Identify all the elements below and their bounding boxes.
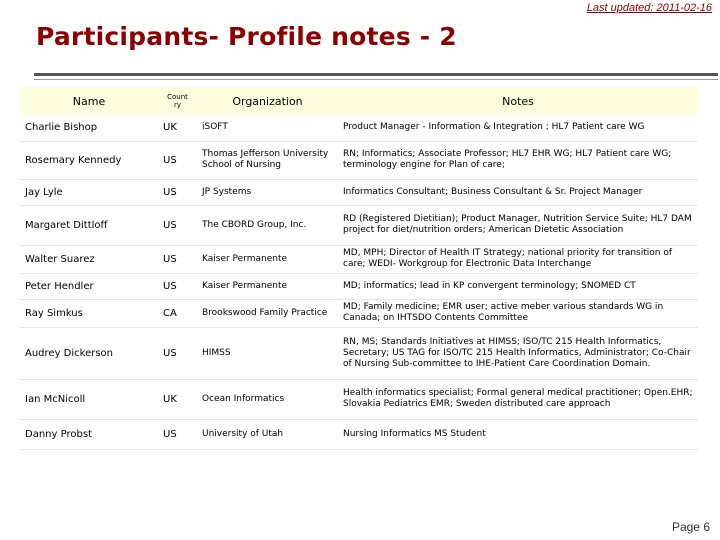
cell-country: US [158,327,197,379]
cell-country: UK [158,379,197,419]
table-row [20,179,698,205]
cell-name: Rosemary Kennedy [20,141,158,179]
cell-name: Charlie Bishop [20,115,158,141]
cell-notes: MD; Family medicine; EMR user; active meber various standards WG in Canada; on IHTSDO Contents Committee [338,299,698,327]
cell-name: Ian McNicoll [20,379,158,419]
cell-country: US [158,245,197,273]
cell-name: Ray Simkus [20,299,158,327]
cell-notes: Health informatics specialist; Formal general medical practitioner; Open.EHR; Slovakia Pediatrics EMR; Sweden distributed care approach [338,379,698,419]
cell-notes: Informatics Consultant; Business Consultant & Sr. Project Manager [338,179,698,205]
cell-country: US [158,141,197,179]
cell-notes: RD (Registered Dietitian); Product Manager, Nutrition Service Suite; HL7 DAM project for diet/nutrition orders; American Dietetic Association [338,205,698,245]
cell-name: Walter Suarez [20,245,158,273]
last-updated-date: Last updated: 2011-02-16 [586,2,712,14]
table-row [20,245,698,273]
table-row [20,141,698,179]
table-header-row [20,87,698,115]
cell-country: US [158,419,197,449]
page-number: Page 6 [671,520,710,534]
table-row [20,327,698,379]
table-row [20,299,698,327]
cell-organization: Brookswood Family Practice [197,299,338,327]
page-title: Participants- Profile notes - 2 [36,22,457,51]
table-row [20,205,698,245]
column-header-notes: Notes [338,87,698,115]
table-row [20,379,698,419]
participants-table [20,87,698,450]
cell-name: Peter Hendler [20,273,158,299]
column-header-country: Count ry [158,87,197,115]
cell-organization: University of Utah [197,419,338,449]
cell-organization: iSOFT [197,115,338,141]
cell-organization: Kaiser Permanente [197,273,338,299]
cell-organization: The CBORD Group, Inc. [197,205,338,245]
cell-notes: Product Manager - Information & Integration ; HL7 Patient care WG [338,115,698,141]
column-header-organization: Organization [197,87,338,115]
cell-country: US [158,205,197,245]
cell-name: Audrey Dickerson [20,327,158,379]
cell-notes: MD, MPH; Director of Health IT Strategy; national priority for transition of care; WEDI- Workgroup for Electronic Data Interchange [338,245,698,273]
cell-notes: RN; Informatics; Associate Professor; HL7 EHR WG; HL7 Patient care WG; terminology engine for Plan of care; [338,141,698,179]
title-divider-thin [34,79,718,80]
cell-organization: Ocean Informatics [197,379,338,419]
cell-country: UK [158,115,197,141]
cell-name: Jay Lyle [20,179,158,205]
cell-organization: Kaiser Permanente [197,245,338,273]
title-divider [34,73,718,76]
cell-notes: MD; informatics; lead in KP convergent terminology; SNOMED CT [338,273,698,299]
table-row [20,419,698,449]
cell-organization: JP Systems [197,179,338,205]
cell-country: US [158,179,197,205]
cell-organization: HIMSS [197,327,338,379]
table-row [20,115,698,141]
cell-notes: RN, MS; Standards Initiatives at HIMSS; ISO/TC 215 Health Informatics, Secretary; US TAG for ISO/TC 215 Health Informatics, Administrator; Co-Chair of Nursing Sub-committee to IHE-Patient Care Coordination Domain. [338,327,698,379]
cell-notes: Nursing Informatics MS Student [338,419,698,449]
cell-country: CA [158,299,197,327]
table-row [20,273,698,299]
cell-organization: Thomas Jefferson University School of Nursing [197,141,338,179]
cell-country: US [158,273,197,299]
cell-name: Danny Probst [20,419,158,449]
cell-name: Margaret Dittloff [20,205,158,245]
column-header-name: Name [20,87,158,115]
